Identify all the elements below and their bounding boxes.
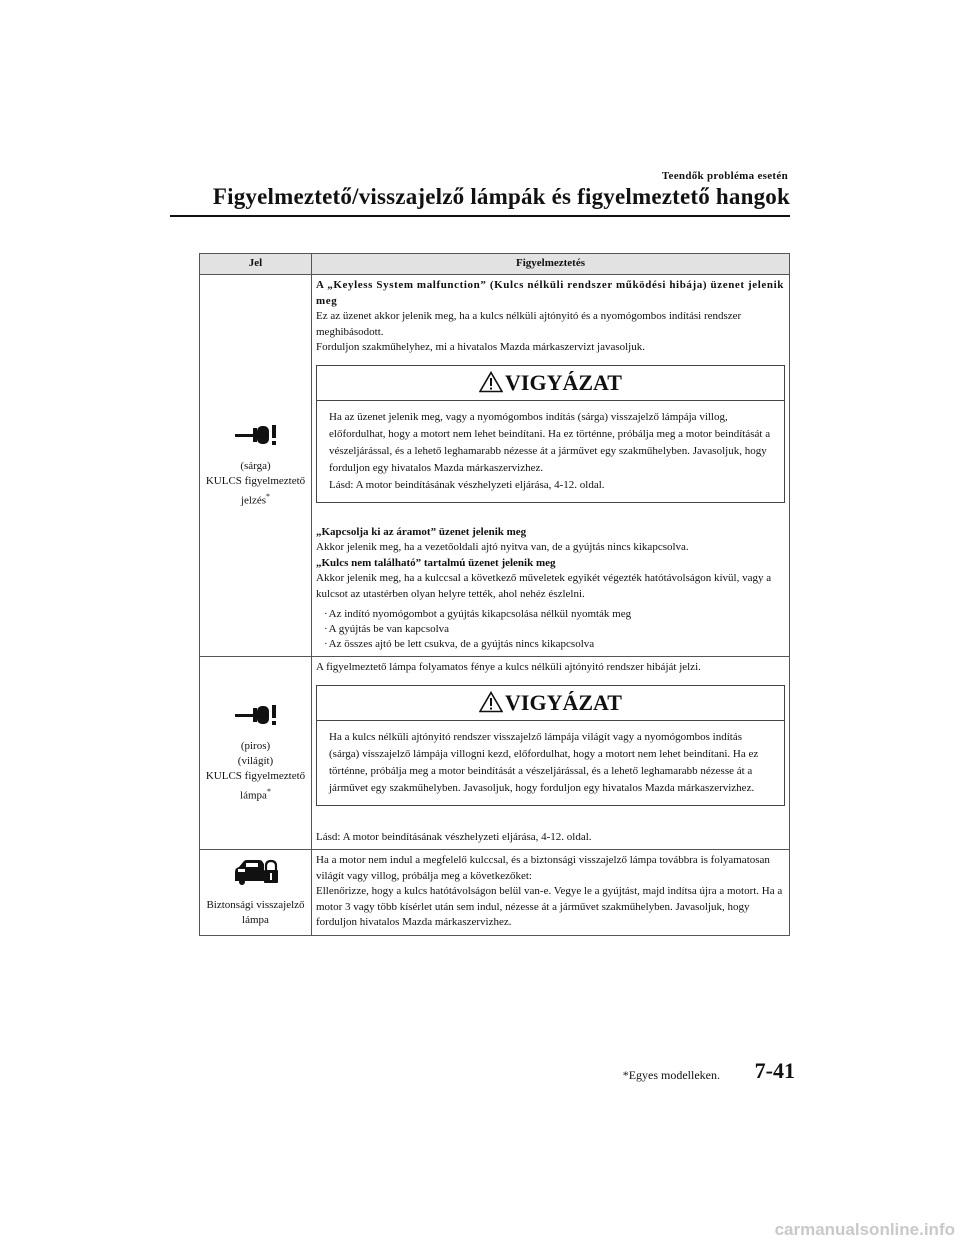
symbol-caption: lámpa bbox=[242, 914, 269, 926]
caution-title: VIGYÁZAT bbox=[505, 369, 622, 395]
symbol-caption: (sárga) bbox=[240, 460, 271, 473]
symbol-cell bbox=[200, 850, 312, 936]
table-row bbox=[200, 275, 790, 657]
col-header-warning: Figyelmeztetés bbox=[312, 254, 790, 275]
symbol-caption: (világít) bbox=[237, 755, 274, 768]
warning-text: A figyelmeztető lámpa folyamatos fénye a kulcs nélküli ajtónyitó rendszer hibáját jelzi. bbox=[316, 661, 701, 673]
caution-box bbox=[316, 685, 785, 806]
caution-reference: Lásd: A motor beindításának vészhelyzeti eljárása, 4-12. oldal. bbox=[329, 478, 605, 491]
caution-text: Ha a kulcs nélküli ajtónyitó rendszer visszajelző lámpája világít vagy a nyomógombos indítás (sárga) visszajelző lámpája villogni kezd, előfordulhat, hogy a motort nem lehet beindítani. Ha ez történne, próbálja meg a motor beindítását a vészeljárással, és a lehető leghamarabb nézesse át a járművet egy szakműhelyben. Javasoljuk, hogy forduljon egy hivatalos Mazda márkaszervizhez. bbox=[329, 730, 759, 794]
symbol-cell bbox=[200, 275, 312, 657]
footnote-star: * bbox=[266, 787, 271, 797]
warning-text: Ha a motor nem indul a megfelelő kulccsal, és a biztonsági visszajelző lámpa továbbra is folyamatosan világít vagy villog, próbálja meg a következőket: bbox=[316, 854, 770, 882]
warning-heading: „Kulcs nem található” tartalmú üzenet jelenik meg bbox=[316, 556, 556, 569]
warning-text: Ez az üzenet akkor jelenik meg, ha a kulcs nélküli ajtónyitó és a nyomógombos indítási rendszer meghibásodott. bbox=[316, 310, 742, 338]
page-number: 7-41 bbox=[754, 1058, 795, 1083]
list-item: · Az összes ajtó be lett csukva, de a gyújtás nincs kikapcsolva bbox=[324, 637, 785, 652]
warning-triangle-icon bbox=[479, 691, 503, 713]
warning-cell bbox=[312, 275, 790, 657]
key-warning-icon bbox=[233, 702, 279, 728]
symbol-caption: KULCS figyelmeztető bbox=[205, 475, 306, 488]
section-label: Teendők probléma esetén bbox=[661, 170, 788, 182]
list-item: · A gyújtás be van kapcsolva bbox=[324, 622, 785, 637]
caution-text: Ha az üzenet jelenik meg, vagy a nyomógombos indítás (sárga) visszajelző lámpája villog, előfordulhat, hogy a motort nem lehet beindítani. Ha ez történne, próbálja meg a motor beindítását a vészeljárással, és a lehető leghamarabb nézesse át a járművet egy szakműhelyben. Javasoljuk, hogy forduljon egy hivatalos Mazda márkaszervizhez. bbox=[329, 410, 771, 474]
caution-box bbox=[316, 365, 785, 503]
symbol-caption: lámpa bbox=[240, 790, 267, 803]
caution-header bbox=[317, 366, 784, 401]
bullet-list bbox=[324, 607, 785, 652]
car-lock-icon bbox=[233, 857, 279, 887]
key-warning-icon bbox=[233, 422, 279, 448]
symbol-caption: Biztonsági visszajelző bbox=[206, 899, 305, 911]
warning-heading: A „Keyless System malfunction” (Kulcs nélküli rendszer működési hibája) üzenet jelenik meg bbox=[316, 279, 784, 307]
table-row bbox=[200, 657, 790, 850]
warning-cell bbox=[312, 657, 790, 850]
warning-cell bbox=[312, 850, 790, 936]
symbol-cell bbox=[200, 657, 312, 850]
caution-title: VIGYÁZAT bbox=[505, 689, 622, 715]
table-row bbox=[200, 850, 790, 936]
title-rule bbox=[170, 215, 790, 217]
warning-text: Ellenőrizze, hogy a kulcs hatótávolságon belül van-e. Vegye le a gyújtást, majd indítsa újra a motort. Ha a motor 3 vagy több kísérlet után sem indul, nézesse át a járművet szakműhelyben. Javasoljuk, hogy forduljon hivatalos Mazda márkaszervizhez. bbox=[316, 885, 783, 928]
warning-text: Akkor jelenik meg, ha a kulccsal a következő műveletek egyikét végezték hatótávolságon kívül, vagy a kulcsot az utastérben olyan helyre tették, ahol nehéz észlelni. bbox=[316, 572, 772, 600]
footnote: *Egyes modelleken. bbox=[622, 1068, 720, 1082]
col-header-symbol: Jel bbox=[200, 254, 312, 275]
warning-text: Akkor jelenik meg, ha a vezetőoldali ajtó nyitva van, de a gyújtás nincs kikapcsolva. bbox=[316, 541, 689, 553]
watermark: carmanualsonline.info bbox=[774, 1220, 955, 1239]
list-item: · Az indító nyomógombot a gyújtás kikapcsolása nélkül nyomták meg bbox=[324, 607, 785, 622]
table-header-row bbox=[200, 254, 790, 275]
symbol-caption: KULCS figyelmeztető bbox=[205, 770, 306, 783]
symbol-caption: jelzés bbox=[240, 495, 267, 508]
warning-reference: Lásd: A motor beindításának vészhelyzeti eljárása, 4-12. oldal. bbox=[316, 830, 592, 843]
symbol-caption: (piros) bbox=[240, 740, 271, 753]
warning-table bbox=[199, 253, 790, 936]
page-title: Figyelmeztető/visszajelző lámpák és figyelmeztető hangok bbox=[212, 184, 790, 209]
warning-triangle-icon bbox=[479, 371, 503, 393]
warning-heading: „Kapcsolja ki az áramot” üzenet jelenik meg bbox=[316, 525, 527, 538]
warning-text: Forduljon szakműhelyhez, mi a hivatalos Mazda márkaszervizt javasoljuk. bbox=[316, 341, 645, 353]
caution-header bbox=[317, 686, 784, 721]
footnote-star: * bbox=[266, 492, 271, 502]
